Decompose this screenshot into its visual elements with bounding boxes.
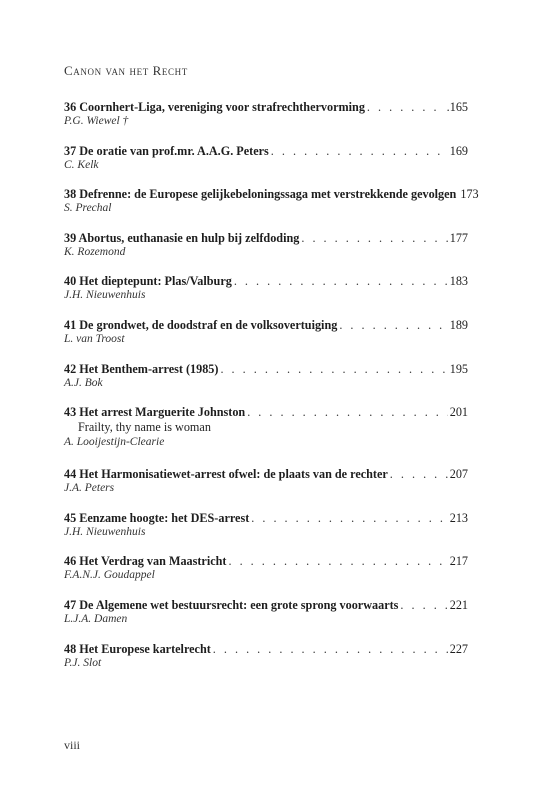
toc-entry-page: 201 xyxy=(449,405,468,420)
toc-entry-author: C. Kelk xyxy=(64,158,99,171)
toc-entry xyxy=(64,467,468,511)
toc-entry-author: A.J. Bok xyxy=(64,376,103,389)
toc-entry-title-line xyxy=(64,598,468,612)
toc-entry-title-line xyxy=(64,405,468,419)
toc-entry-title: 47 De Algemene wet bestuursrecht: een grote sprong voorwaarts xyxy=(64,597,399,612)
toc-entry xyxy=(64,100,468,144)
toc-entry xyxy=(64,642,468,686)
toc-entry-page: 169 xyxy=(449,143,468,158)
toc-entry xyxy=(64,554,468,598)
dot-leader xyxy=(301,231,447,245)
toc-entry-subtitle: Frailty, thy name is woman xyxy=(78,420,211,435)
toc-entry-title: 36 Coornhert-Liga, vereniging voor strafrechthervorming xyxy=(64,100,365,114)
toc-entry-page: 221 xyxy=(449,597,468,612)
toc-entry-author: L. van Troost xyxy=(64,332,125,345)
toc-entry-page: 183 xyxy=(449,274,468,289)
toc-entry-title-line xyxy=(64,274,468,288)
table-of-contents xyxy=(64,100,479,685)
toc-entry xyxy=(64,511,468,555)
toc-entry-page: 177 xyxy=(449,230,468,245)
toc-entry-author: S. Prechal xyxy=(64,202,112,215)
toc-entry-page: 195 xyxy=(449,361,468,376)
dot-leader xyxy=(213,642,448,656)
toc-entry-title-line xyxy=(64,100,468,114)
toc-entry xyxy=(64,362,468,406)
toc-entry-title-line xyxy=(64,187,479,202)
toc-entry-title: 44 Het Harmonisatiewet-arrest ofwel: de plaats van de rechter xyxy=(64,467,388,482)
dot-leader xyxy=(390,467,448,481)
dot-leader xyxy=(271,144,448,158)
toc-entry-page: 207 xyxy=(449,467,468,482)
toc-entry-author: J.H. Nieuwenhuis xyxy=(64,525,146,538)
dot-leader xyxy=(251,511,447,525)
toc-entry-title-line xyxy=(64,362,468,376)
toc-entry-author: A. Looijestijn-Clearie xyxy=(64,436,165,449)
page-number: viii xyxy=(64,738,81,752)
toc-entry-title: 40 Het dieptepunt: Plas/Valburg xyxy=(64,274,232,289)
toc-entry-title: 38 Defrenne: de Europese gelijkebeloningssaga met verstrekkende gevolgen xyxy=(64,187,457,202)
toc-entry-page: 173 xyxy=(460,187,479,202)
toc-entry xyxy=(64,144,468,188)
toc-entry-page: .165 xyxy=(446,100,468,114)
toc-entry-author: J.A. Peters xyxy=(64,482,115,495)
toc-entry-title-line xyxy=(64,231,468,245)
dot-leader xyxy=(228,554,447,568)
toc-entry xyxy=(64,187,479,231)
toc-entry-title: 43 Het arrest Marguerite Johnston xyxy=(64,405,246,420)
toc-entry-title: 37 De oratie van prof.mr. A.A.G. Peters xyxy=(64,143,269,158)
toc-entry-title: 42 Het Benthem-arrest (1985) xyxy=(64,361,219,376)
toc-entry-title: 45 Eenzame hoogte: het DES-arrest xyxy=(64,510,250,525)
dot-leader xyxy=(247,405,448,419)
toc-entry-title-line xyxy=(64,511,468,525)
toc-entry xyxy=(64,318,468,362)
toc-entry-title: 39 Abortus, euthanasie en hulp bij zelfdoding xyxy=(64,230,300,245)
toc-entry xyxy=(64,405,468,467)
toc-entry-author: P.G. Wiewel † xyxy=(64,115,129,127)
toc-entry-title-line xyxy=(64,144,468,158)
dot-leader xyxy=(367,100,445,114)
dot-leader xyxy=(400,598,447,612)
dot-leader xyxy=(234,274,448,288)
toc-entry-page: 217 xyxy=(449,554,468,569)
toc-entry-title-line xyxy=(64,318,468,332)
toc-entry-author: P.J. Slot xyxy=(64,656,102,669)
toc-entry-title-line xyxy=(64,554,468,568)
running-head: Canon van het Recht xyxy=(64,63,188,78)
toc-entry-page: 213 xyxy=(449,510,468,525)
toc-entry-page: 227 xyxy=(449,641,468,656)
toc-entry-title: 48 Het Europese kartelrecht xyxy=(64,641,211,656)
toc-entry-title-line xyxy=(64,642,468,656)
toc-entry-author: F.A.N.J. Goudappel xyxy=(64,569,155,582)
toc-entry-author: J.H. Nieuwenhuis xyxy=(64,289,146,302)
toc-entry xyxy=(64,598,468,642)
toc-entry-author: L.J.A. Damen xyxy=(64,612,128,625)
toc-entry-title: 41 De grondwet, de doodstraf en de volksovertuiging xyxy=(64,317,338,332)
toc-entry-title-line xyxy=(64,467,468,481)
toc-entry xyxy=(64,231,468,275)
toc-entry-title: 46 Het Verdrag van Maastricht xyxy=(64,554,227,569)
toc-entry-page: 189 xyxy=(449,317,468,332)
toc-entry xyxy=(64,274,468,318)
dot-leader xyxy=(339,318,447,332)
toc-entry-author: K. Rozemond xyxy=(64,245,126,258)
dot-leader xyxy=(220,362,447,376)
